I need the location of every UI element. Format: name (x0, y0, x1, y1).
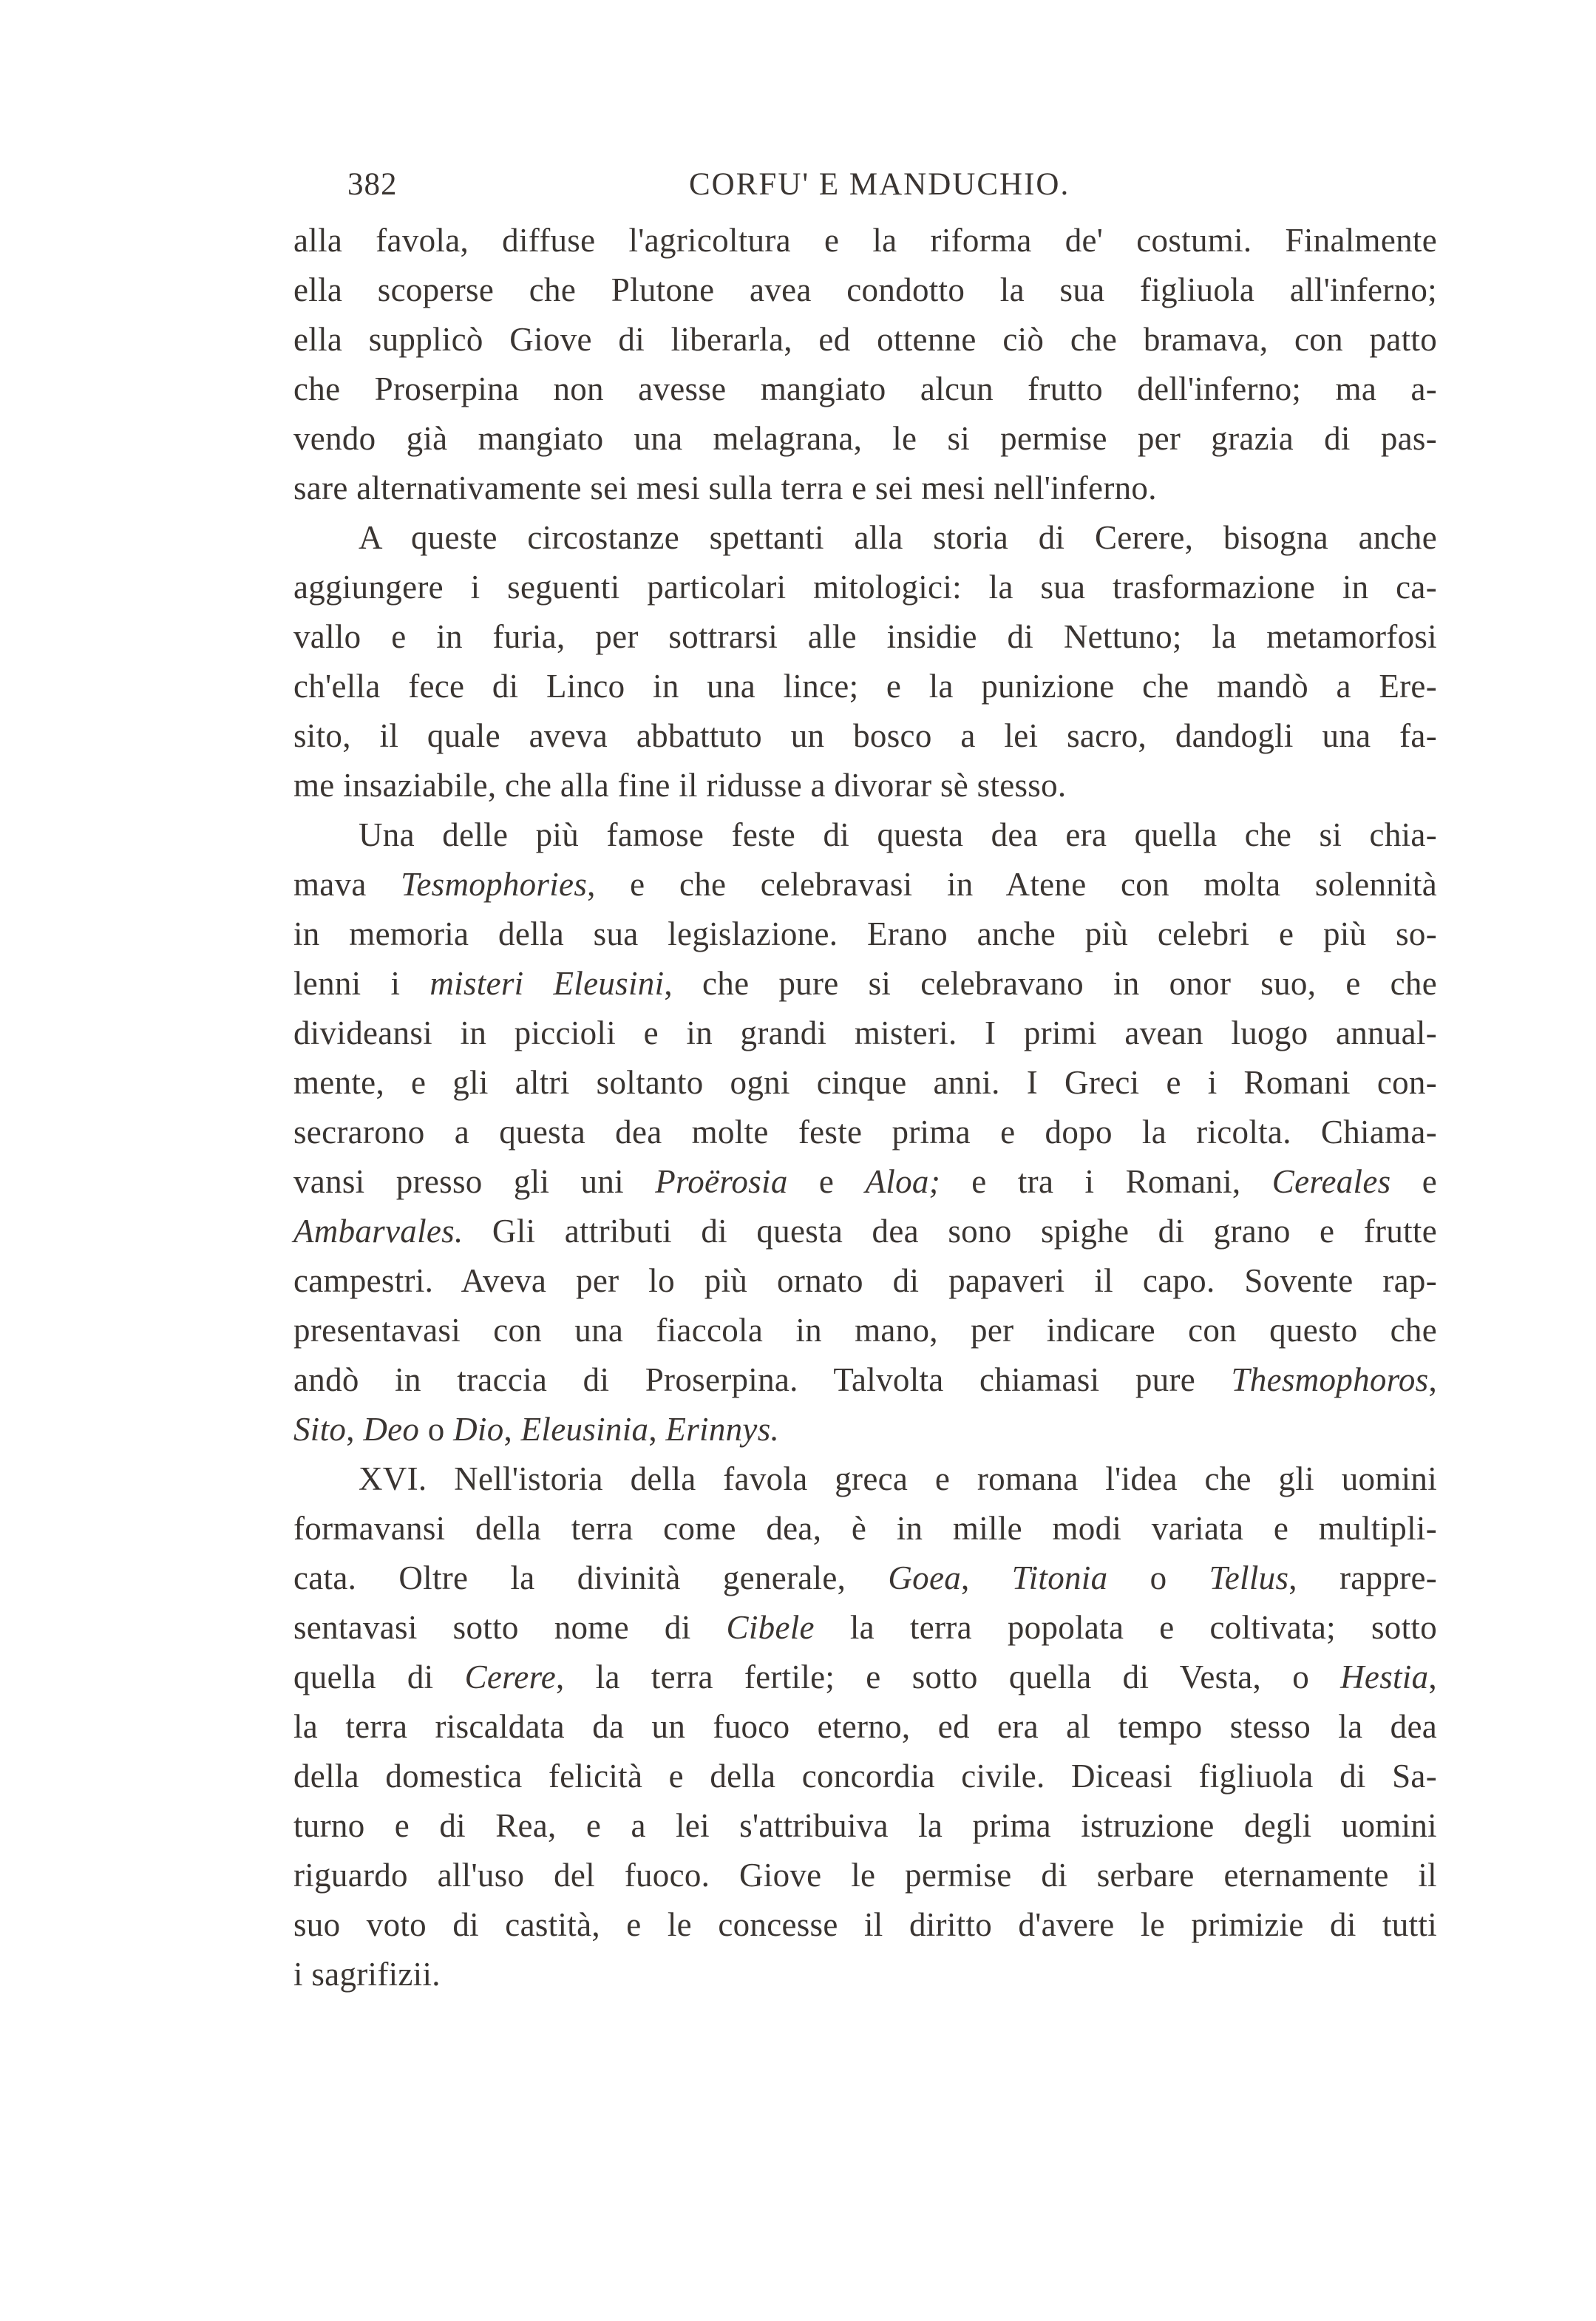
text-segment: , (346, 1411, 364, 1448)
text-segment: della domestica felicità e della concordia civile. Diceasi figliuola di Sa- (293, 1758, 1437, 1795)
italic-text-segment: Erinnys. (665, 1411, 780, 1448)
text-segment: , che pure si celebravano in onor suo, e che (664, 965, 1437, 1002)
text-segment: divideansi in piccioli e in grandi misteri. I primi avean luogo annual- (293, 1014, 1437, 1051)
text-segment: , rappre- (1288, 1559, 1437, 1596)
italic-text-segment: Proërosia (655, 1163, 788, 1200)
text-segment: e tra i Romani, (940, 1163, 1272, 1200)
text-line (293, 414, 1437, 464)
text-segment: in memoria della sua legislazione. Erano anche più celebri e più so- (293, 915, 1437, 952)
text-segment: , (1428, 1361, 1437, 1398)
text-segment: , (1428, 1658, 1437, 1695)
text-segment: ella scoperse che Plutone avea condotto la sua figliuola all'inferno; (293, 271, 1437, 308)
text-line (293, 1454, 1437, 1504)
italic-text-segment: Cibele (726, 1609, 815, 1646)
italic-text-segment: Hestia (1340, 1658, 1429, 1695)
text-segment: mava (293, 866, 401, 903)
text-segment: sare alternativamente sei mesi sulla terra e sei mesi nell'inferno. (293, 470, 1157, 506)
italic-text-segment: Cerere (464, 1658, 556, 1695)
text-line (293, 1405, 1437, 1454)
italic-text-segment: Deo (363, 1411, 420, 1448)
text-segment: , (961, 1559, 1012, 1596)
text-line (293, 1851, 1437, 1900)
text-segment: i sagrifizii. (293, 1956, 441, 1993)
text-segment: secrarono a questa dea molte feste prima e dopo la ricolta. Chiama- (293, 1114, 1437, 1151)
italic-text-segment: Eleusinia (520, 1411, 649, 1448)
text-segment: turno e di Rea, e a lei s'attribuiva la prima istruzione degli uomini (293, 1807, 1437, 1844)
text-segment: la terra popolata e coltivata; sotto (814, 1609, 1437, 1646)
text-segment: ch'ella fece di Linco in una lince; e la punizione che mandò a Ere- (293, 668, 1437, 705)
text-line (293, 1306, 1437, 1355)
text-line (293, 761, 1437, 810)
text-segment: e (787, 1163, 866, 1200)
text-segment: suo voto di castità, e le concesse il diritto d'avere le primizie di tutti (293, 1906, 1437, 1943)
text-line (293, 1009, 1437, 1058)
text-line (293, 315, 1437, 365)
text-segment: , e che celebravasi in Atene con molta solennità (587, 866, 1438, 903)
text-line (293, 1058, 1437, 1108)
text-segment: cata. Oltre la divinità generale, (293, 1559, 889, 1596)
text-line (293, 1355, 1437, 1405)
text-line (293, 860, 1437, 909)
text-segment: ella supplicò Giove di liberarla, ed ottenne ciò che bramava, con patto (293, 321, 1437, 358)
text-segment: lenni i (293, 965, 430, 1002)
text-line (293, 1207, 1437, 1256)
text-segment: vendo già mangiato una melagrana, le si permise per grazia di pas- (293, 420, 1437, 457)
text-line (293, 1702, 1437, 1752)
italic-text-segment: misteri Eleusini (429, 965, 665, 1002)
text-segment: andò in traccia di Proserpina. Talvolta chiamasi pure (293, 1361, 1232, 1398)
text-segment: mente, e gli altri soltanto ogni cinque anni. I Greci e i Romani con- (293, 1064, 1437, 1101)
italic-text-segment: Aloa; (865, 1163, 940, 1200)
text-line (293, 365, 1437, 414)
text-segment: XVI. Nell'istoria della favola greca e romana l'idea che gli uomini (359, 1460, 1437, 1497)
text-line (293, 959, 1437, 1009)
text-line (293, 711, 1437, 761)
text-line (293, 1801, 1437, 1851)
text-line (293, 1553, 1437, 1603)
text-segment: A queste circostanze spettanti alla storia di Cerere, bisogna anche (359, 519, 1437, 556)
text-line (293, 1653, 1437, 1702)
text-line (293, 563, 1437, 612)
text-line (293, 662, 1437, 711)
text-segment: me insaziabile, che alla fine il ridusse a divorar sè stesso. (293, 767, 1067, 804)
italic-text-segment: Titonia (1011, 1559, 1108, 1596)
text-segment: sentavasi sotto nome di (293, 1609, 727, 1646)
text-line (293, 1256, 1437, 1306)
italic-text-segment: Dio (453, 1411, 504, 1448)
text-segment: formavansi della terra come dea, è in mille modi variata e multipli- (293, 1510, 1437, 1547)
italic-text-segment: Tellus (1209, 1559, 1289, 1596)
text-line (293, 1950, 1437, 1999)
text-segment: , la terra fertile; e sotto quella di Vesta, o (556, 1658, 1341, 1695)
text-line (293, 1108, 1437, 1157)
text-line (293, 1752, 1437, 1801)
italic-text-segment: Cereales (1271, 1163, 1391, 1200)
italic-text-segment: Goea (888, 1559, 962, 1596)
text-line (293, 464, 1437, 513)
text-line (293, 1900, 1437, 1950)
text-segment: la terra riscaldata da un fuoco eterno, ed era al tempo stesso la dea (293, 1708, 1437, 1745)
text-segment: aggiungere i seguenti particolari mitologici: la sua trasformazione in ca- (293, 569, 1437, 606)
text-line (293, 1504, 1437, 1553)
text-line (293, 1603, 1437, 1653)
body-text (293, 216, 1437, 1999)
text-segment: o (419, 1411, 454, 1448)
text-line (293, 265, 1437, 315)
text-segment: , (503, 1411, 521, 1448)
text-line (293, 216, 1437, 265)
text-segment: , (648, 1411, 666, 1448)
text-segment: campestri. Aveva per lo più ornato di papaveri il capo. Sovente rap- (293, 1262, 1437, 1299)
italic-text-segment: Sito (293, 1411, 347, 1448)
text-segment: sito, il quale aveva abbattuto un bosco a lei sacro, dandogli una fa- (293, 717, 1437, 754)
text-line (293, 810, 1437, 860)
text-segment: vallo e in furia, per sottrarsi alle insidie di Nettuno; la metamorfosi (293, 618, 1437, 655)
italic-text-segment: Thesmophoros (1231, 1361, 1429, 1398)
text-segment: quella di (293, 1658, 465, 1695)
italic-text-segment: Ambarvales. (293, 1213, 463, 1250)
text-segment: Gli attributi di questa dea sono spighe di grano e frutte (463, 1213, 1437, 1250)
italic-text-segment: Tesmophories (401, 866, 588, 903)
text-segment: presentavasi con una fiaccola in mano, per indicare con questo che (293, 1312, 1437, 1349)
text-line (293, 909, 1437, 959)
running-title: CORFU' E MANDUCHIO. (689, 167, 1070, 202)
text-segment: o (1107, 1559, 1209, 1596)
text-segment: e (1390, 1163, 1438, 1200)
text-segment: alla favola, diffuse l'agricoltura e la riforma de' costumi. Finalmente (293, 222, 1437, 259)
text-segment: riguardo all'uso del fuoco. Giove le permise di serbare eternamente il (293, 1857, 1437, 1894)
text-segment: che Proserpina non avesse mangiato alcun frutto dell'inferno; ma a- (293, 370, 1437, 407)
page-number: 382 (347, 167, 398, 202)
text-line (293, 513, 1437, 563)
text-segment: Una delle più famose feste di questa dea era quella che si chia- (359, 816, 1437, 853)
text-line (293, 1157, 1437, 1207)
page-header (347, 166, 1087, 211)
text-segment: vansi presso gli uni (293, 1163, 656, 1200)
text-line (293, 612, 1437, 662)
